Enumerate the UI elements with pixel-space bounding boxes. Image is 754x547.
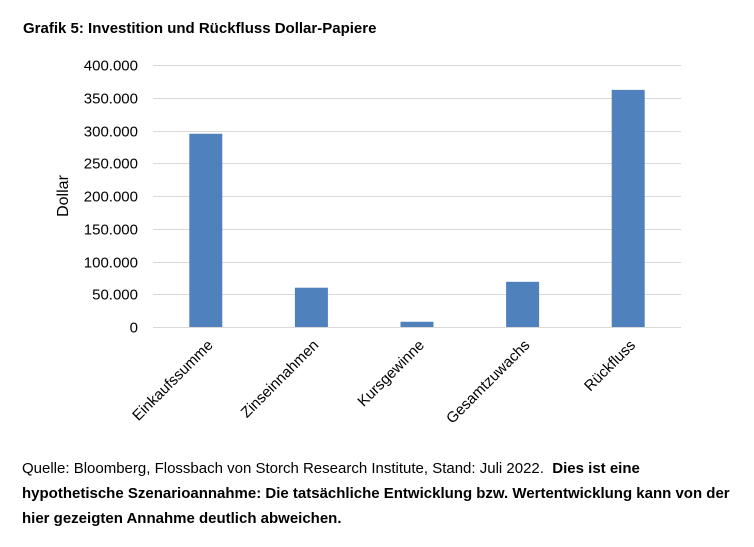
y-tick-label: 200.000: [83, 188, 138, 206]
bar-rückfluss: [612, 90, 645, 327]
x-tick-label: Gesamtzuwachs: [443, 336, 534, 428]
x-tick-label: Zinseinnahmen: [237, 336, 323, 422]
bars: [189, 90, 644, 327]
x-tick-label: Kursgewinne: [354, 336, 428, 411]
x-tick-label: Einkaufssumme: [129, 336, 217, 425]
y-tick-label: 250.000: [83, 155, 138, 173]
y-tick-label: 300.000: [83, 123, 138, 141]
bar-gesamtzuwachs: [506, 282, 539, 327]
y-tick-label: 50.000: [92, 286, 138, 304]
disclaimer-text: Dies ist eine hypothetische Szenarioannahme: Die tatsächliche Entwicklung bzw. Wertentwicklung kann von der hier gezeigten Annahme deutlich abweichen.: [22, 460, 730, 527]
y-axis-ticks: [84, 58, 138, 337]
bar-einkaufssumme: [189, 134, 222, 327]
y-axis-label: Dollar: [55, 175, 72, 217]
x-axis-ticks: [129, 337, 639, 427]
bar-kursgewinne: [401, 322, 434, 327]
y-tick-label: 100.000: [83, 254, 138, 272]
y-tick-label: 400.000: [83, 57, 138, 75]
x-tick-label: Rückfluss: [581, 336, 640, 395]
y-tick-label: 0: [129, 319, 138, 337]
gridlines: [153, 66, 681, 328]
y-tick-label: 350.000: [83, 90, 138, 108]
chart-title: Grafik 5: Investition und Rückfluss Dollar-Papiere: [23, 20, 377, 37]
source-note: [22, 456, 742, 531]
source-text: Quelle: Bloomberg, Flossbach von Storch Research Institute, Stand: Juli 2022.: [22, 460, 544, 477]
bar-zinseinnahmen: [295, 288, 328, 327]
y-tick-label: 150.000: [83, 221, 138, 239]
